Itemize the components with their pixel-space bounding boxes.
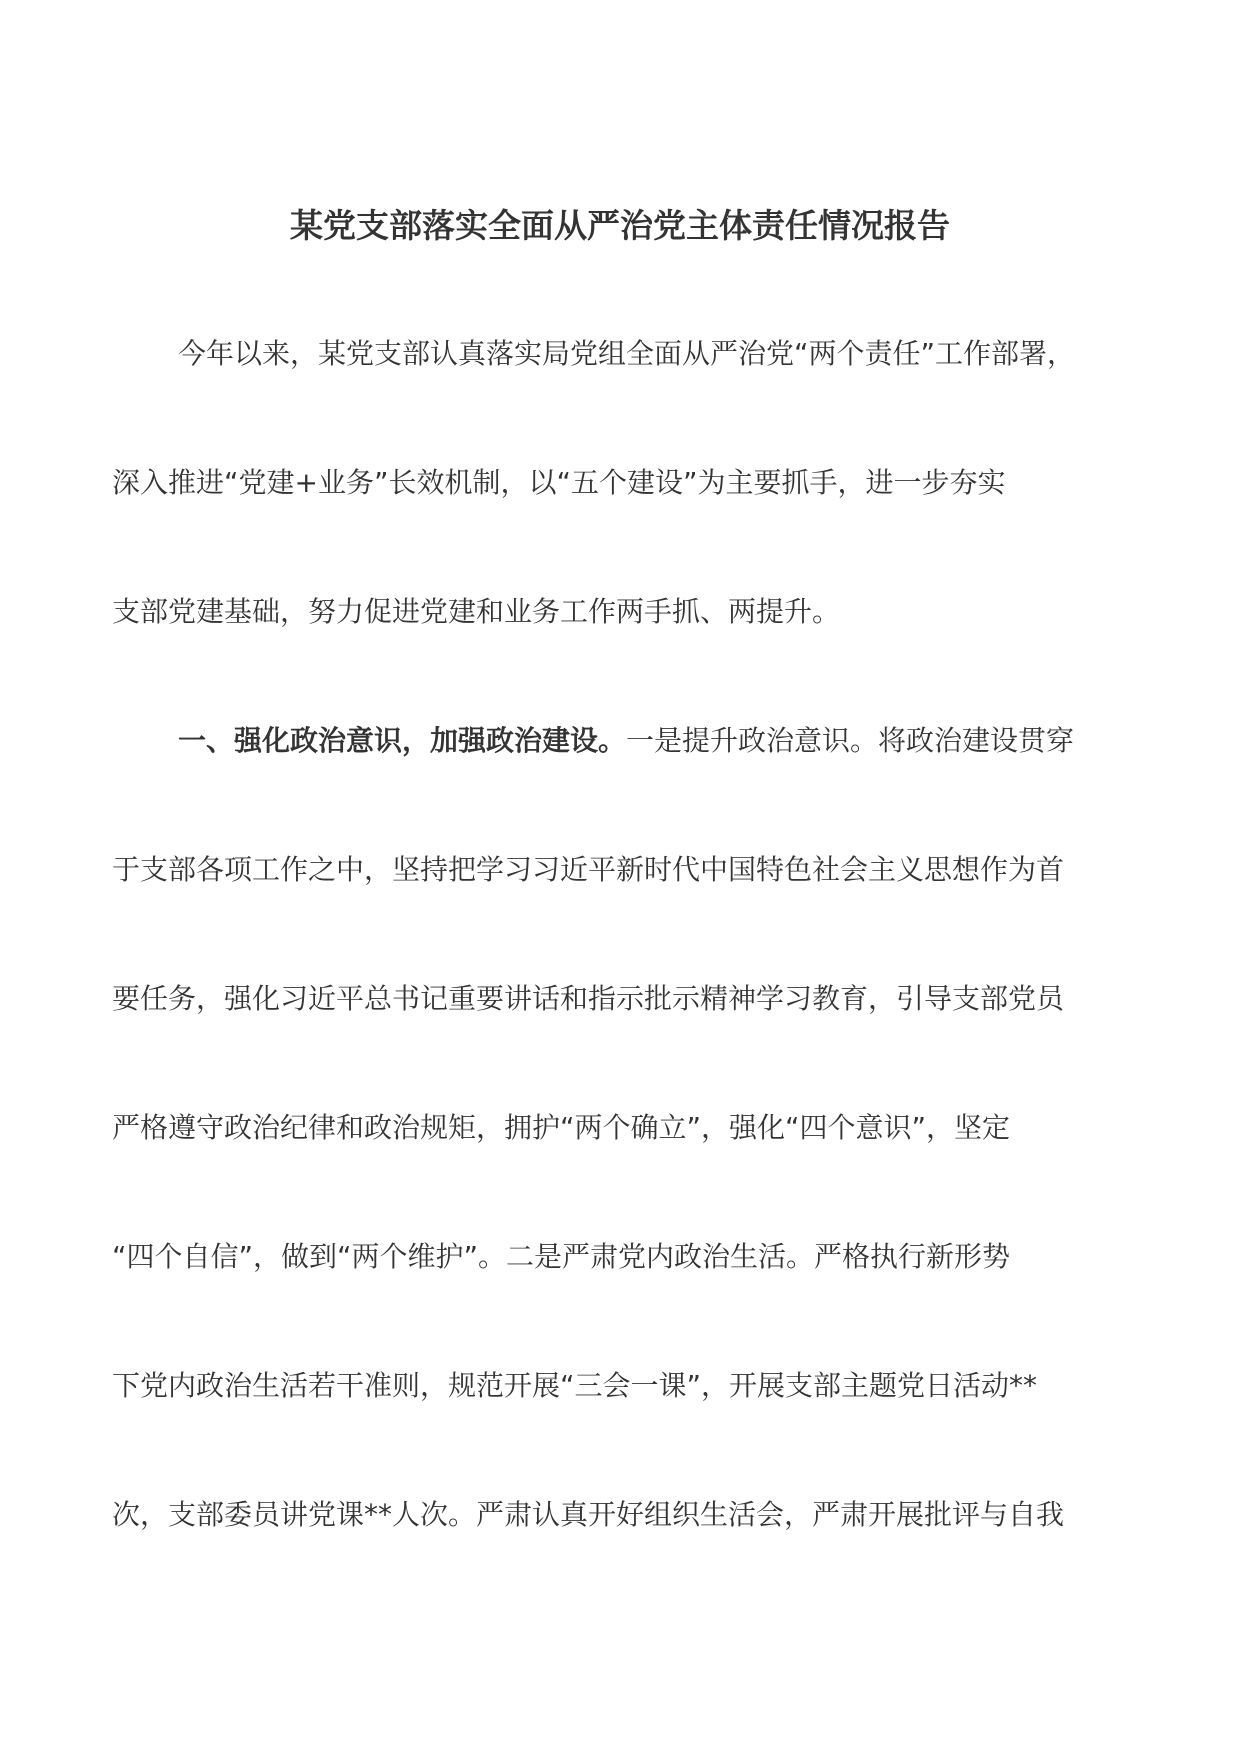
paragraph-line: 要任务，强化习近平总书记重要讲话和指示批示精神学习教育，引导支部党员	[112, 982, 1065, 1015]
paragraph-line: 今年以来，某党支部认真落实局党组全面从严治党“两个责任”工作部署，	[178, 337, 1076, 370]
paragraph-line: 于支部各项工作之中，坚持把学习习近平新时代中国特色社会主义思想作为首	[112, 853, 1065, 886]
paragraph-line: “四个自信”，做到“两个维护”。二是严肃党内政治生活。严格执行新形势	[112, 1240, 1011, 1273]
paragraph-line	[112, 721, 1142, 761]
paragraph-line: 深入推进“党建+业务”长效机制，以“五个建设”为主要抓手，进一步夯实	[112, 466, 1006, 499]
document-title: 某党支部落实全面从严治党主体责任情况报告	[290, 206, 950, 245]
paragraph-line: 次，支部委员讲党课**人次。严肃认真开好组织生活会，严肃开展批评与自我	[112, 1498, 1065, 1531]
section-heading: 一、强化政治意识，加强政治建设。	[178, 724, 627, 757]
paragraph-line: 严格遵守政治纪律和政治规矩，拥护“两个确立”，强化“四个意识”，坚定	[112, 1111, 1011, 1144]
section-text: 一是提升政治意识。将政治建设贯穿	[626, 724, 1075, 757]
paragraph-line: 下党内政治生活若干准则，规范开展“三会一课”，开展支部主题党日活动**	[112, 1369, 1038, 1402]
paragraph-line: 支部党建基础，努力促进党建和业务工作两手抓、两提升。	[112, 595, 841, 628]
